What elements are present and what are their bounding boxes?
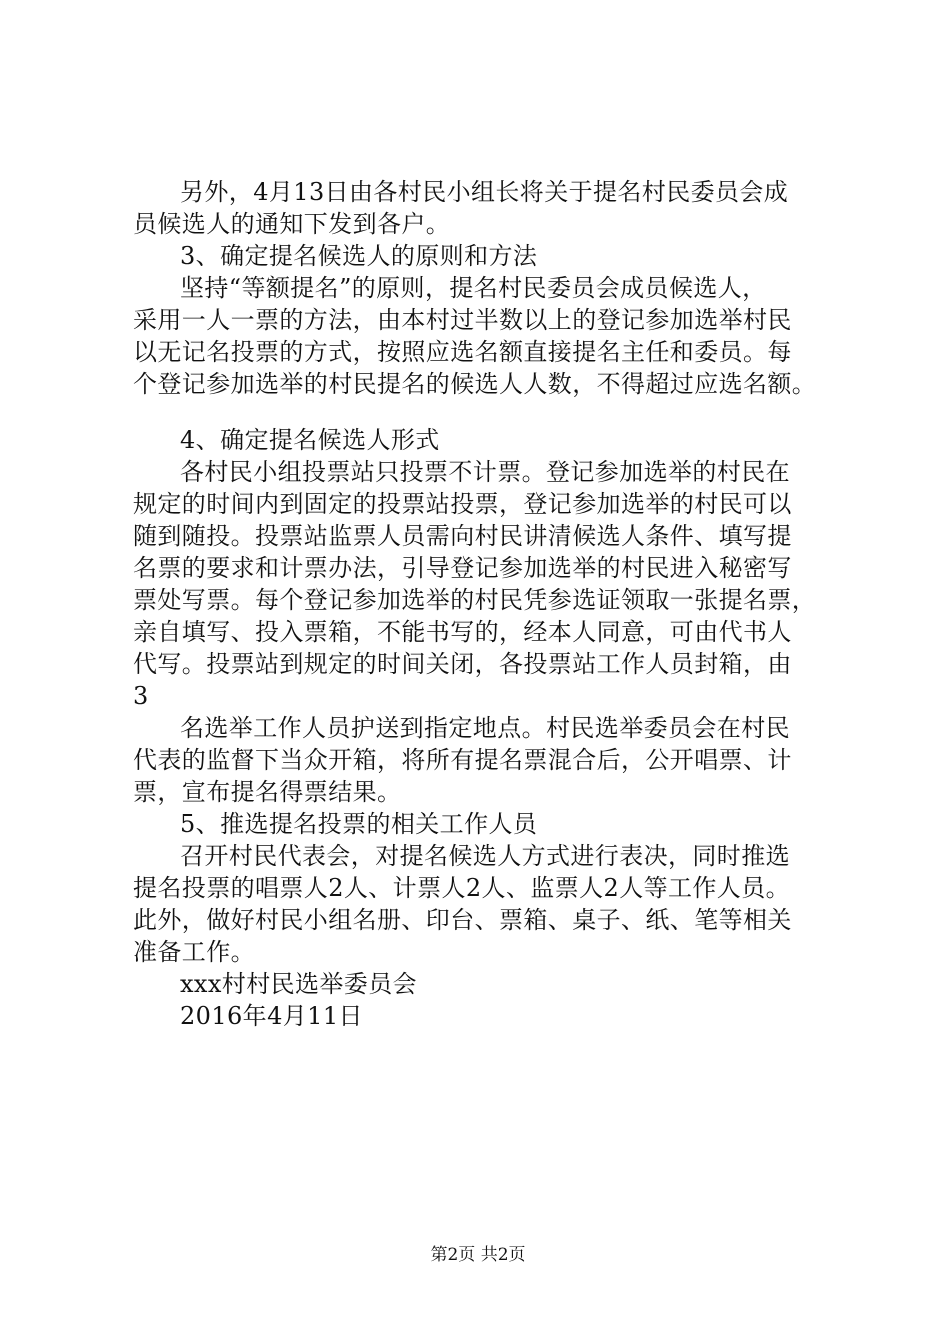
paragraph-line: 个登记参加选举的村民提名的候选人人数，不得超过应选名额。 [133, 370, 817, 398]
section-heading: 3、确定提名候选人的原则和方法 [180, 242, 538, 270]
paragraph-line: 规定的时间内到固定的投票站投票，登记参加选举的村民可以 [133, 490, 792, 518]
signature-org: xxx村村民选举委员会 [180, 970, 418, 998]
paragraph-line: 代表的监督下当众开箱，将所有提名票混合后，公开唱票、计 [133, 746, 792, 774]
paragraph-line: 采用一人一票的方法，由本村过半数以上的登记参加选举村民 [133, 306, 792, 334]
paragraph-line: 准备工作。 [133, 938, 255, 966]
paragraph-line: 代写。投票站到规定的时间关闭，各投票站工作人员封箱，由 [133, 650, 792, 678]
paragraph-line: 员候选人的通知下发到各户。 [133, 210, 451, 238]
paragraph-line: 另外，4月13日由各村民小组长将关于提名村民委员会成 [180, 178, 789, 206]
paragraph-line: 名票的要求和计票办法，引导登记参加选举的村民进入秘密写 [133, 554, 792, 582]
page-footer: 第2页 共2页 [430, 1245, 526, 1265]
paragraph-line: 名选举工作人员护送到指定地点。村民选举委员会在村民 [180, 714, 790, 742]
paragraph-line: 召开村民代表会，对提名候选人方式进行表决，同时推选 [180, 842, 790, 870]
section-heading: 5、推选提名投票的相关工作人员 [180, 810, 538, 838]
paragraph-line: 票处写票。每个登记参加选举的村民凭参选证领取一张提名票， [133, 586, 817, 614]
paragraph-line: 提名投票的唱票人2人、计票人2人、监票人2人等工作人员。 [133, 874, 791, 902]
signature-date: 2016年4月11日 [180, 1002, 363, 1030]
paragraph-line: 3 [133, 682, 149, 710]
paragraph-line: 以无记名投票的方式，按照应选名额直接提名主任和委员。每 [133, 338, 792, 366]
paragraph-line: 各村民小组投票站只投票不计票。登记参加选举的村民在 [180, 458, 790, 486]
paragraph-line: 坚持“等额提名”的原则，提名村民委员会成员候选人， [180, 274, 767, 302]
paragraph-line: 随到随投。投票站监票人员需向村民讲清候选人条件、填写提 [133, 522, 792, 550]
paragraph-line: 亲自填写、投入票箱，不能书写的，经本人同意，可由代书人 [133, 618, 792, 646]
paragraph-line: 票，宣布提名得票结果。 [133, 778, 402, 806]
paragraph-line: 此外，做好村民小组名册、印台、票箱、桌子、纸、笔等相关 [133, 906, 792, 934]
section-heading: 4、确定提名候选人形式 [180, 426, 440, 454]
